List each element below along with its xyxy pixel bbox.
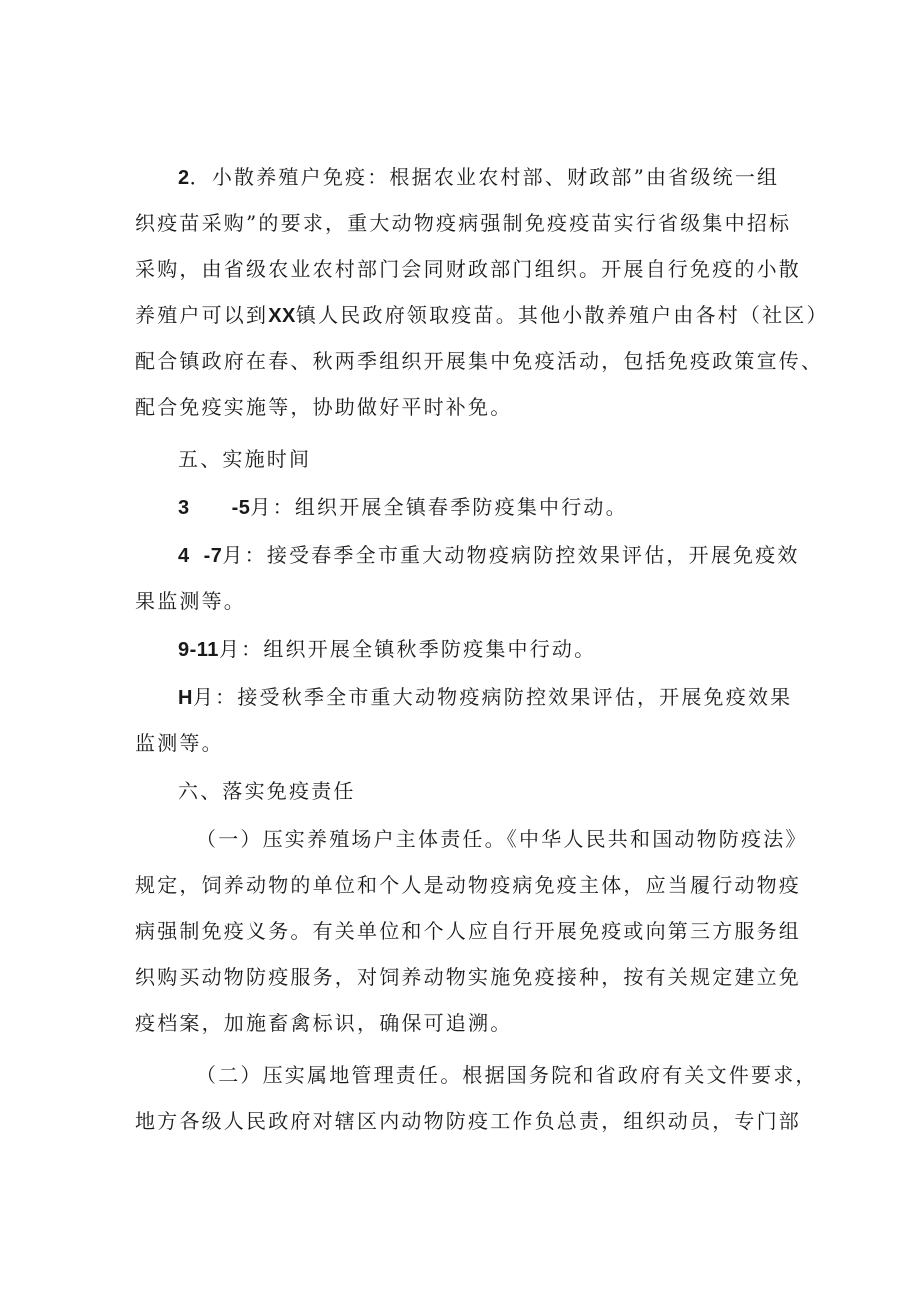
- para-1-line-4: 织购买动物防疫服务，对饲养动物实施免疫接种，按有关规定建立免: [135, 965, 801, 989]
- item-number: 2: [178, 167, 190, 189]
- month-range: 9-11: [178, 639, 219, 661]
- para-1-line-5: 疫档案，加施畜禽标识，确保可追溯。: [135, 1011, 513, 1035]
- para-1-line-1: （一）压实养殖场户主体责任。《中华人民共和国动物防疫法》: [196, 827, 808, 851]
- para-2-line-2: 地方各级人民政府对辖区内动物防疫工作负总责，组织动员，专门部: [135, 1109, 801, 1133]
- para-2-line-1: （二）压实属地管理责任。根据国务院和省政府有关文件要求，: [196, 1063, 818, 1087]
- section-heading-5: 五、实施时间: [178, 447, 312, 471]
- para-small-farm-line-4: [135, 302, 829, 329]
- para-small-farm-line-2: 织疫苗采购”的要求，重大动物疫病强制免疫疫苗实行省级集中招标: [135, 211, 792, 235]
- month-end: -5: [231, 497, 251, 519]
- schedule-item-1: [178, 494, 628, 521]
- schedule-item-2: [178, 542, 800, 569]
- month-start: 4: [178, 545, 190, 567]
- town-placeholder: XX: [268, 305, 296, 327]
- para-1-line-3: 病强制免疫义务。有关单位和个人应自行开展免疫或向第三方服务组: [135, 919, 801, 943]
- schedule-item-3: [178, 636, 596, 663]
- schedule-item-4: [178, 684, 792, 711]
- para-1-line-2: 规定，饲养动物的单位和个人是动物疫病免疫主体，应当履行动物疫: [135, 873, 801, 897]
- schedule-text: 月：组织开展全镇春季防疫集中行动。: [250, 495, 628, 519]
- schedule-item-4-cont: 监测等。: [135, 731, 224, 755]
- month-end: -7: [203, 545, 223, 567]
- line-text: 养殖户可以到: [135, 303, 269, 327]
- line-text: 镇人民政府领取疫苗。其他小散养殖户由各村（社区）: [295, 303, 829, 327]
- month-label: H: [178, 687, 193, 709]
- schedule-text: 月：接受秋季全市重大动物疫病防控效果评估，开展免疫效果: [192, 685, 793, 709]
- month-start: 3: [178, 497, 190, 519]
- para-small-farm-line-1: [178, 164, 779, 191]
- para-small-farm-line-6: 配合免疫实施等，协助做好平时补免。: [135, 395, 513, 419]
- line-text: ．小散养殖户免疫：根据农业农村部、财政部”由省级统一组: [189, 165, 780, 189]
- schedule-item-2-cont: 果监测等。: [135, 589, 246, 613]
- schedule-text: 月：接受春季全市重大动物疫病防控效果评估，开展免疫效: [222, 543, 800, 567]
- schedule-text: 月：组织开展全镇秋季防疫集中行动。: [218, 637, 597, 661]
- para-small-farm-line-3: 采购，由省级农业农村部门会同财政部门组织。开展自行免疫的小散: [135, 257, 801, 281]
- section-heading-6: 六、落实免疫责任: [178, 779, 356, 803]
- para-small-farm-line-5: 配合镇政府在春、秋两季组织开展集中免疫活动，包括免疫政策宣传、: [135, 349, 824, 373]
